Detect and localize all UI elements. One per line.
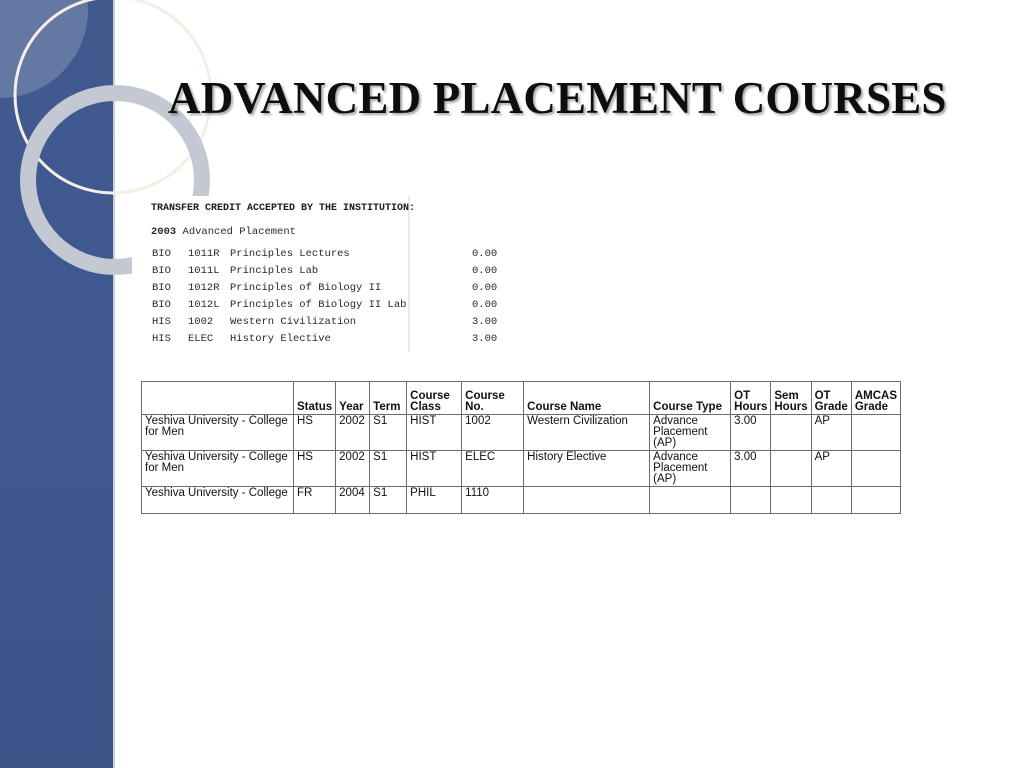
course-credits: 0.00	[472, 299, 498, 311]
scan-fold-line	[408, 196, 410, 352]
course-credits: 0.00	[472, 248, 498, 260]
transcript-heading: TRANSFER CREDIT ACCEPTED BY THE INSTITUTION:	[151, 203, 416, 214]
course-name: Principles Lectures	[230, 248, 350, 260]
table-cell	[524, 487, 650, 514]
table-cell: Yeshiva University - College for Men	[142, 451, 294, 487]
course-dept: HIS	[152, 333, 171, 345]
table-cell: S1	[370, 451, 407, 487]
course-dept: BIO	[152, 299, 171, 311]
table-cell: S1	[370, 415, 407, 451]
course-number: 1011R	[188, 248, 220, 260]
course-name: Western Civilization	[230, 316, 357, 328]
transcript-category: Advanced Placement	[182, 226, 296, 238]
table-cell: History Elective	[524, 451, 650, 487]
table-cell	[771, 415, 811, 451]
table-cell: AP	[811, 415, 851, 451]
table-cell	[650, 487, 731, 514]
table-cell: HIST	[407, 415, 462, 451]
transcript-subheading	[151, 226, 296, 238]
table-cell: 3.00	[731, 415, 771, 451]
course-dept: BIO	[152, 248, 171, 260]
course-number: 1012R	[188, 282, 220, 294]
table-cell	[851, 487, 900, 514]
course-name: Principles Lab	[230, 265, 319, 277]
table-cell	[851, 451, 900, 487]
table-cell	[771, 487, 811, 514]
course-number: 1011L	[188, 265, 220, 277]
column-header: Course Class	[407, 382, 462, 415]
slide-title: ADVANCED PLACEMENT COURSES	[168, 73, 947, 123]
table-header-row	[142, 382, 901, 415]
column-header: Year	[336, 382, 370, 415]
column-header: Term	[370, 382, 407, 415]
course-name: Principles of Biology II	[230, 282, 382, 294]
table-cell	[851, 415, 900, 451]
column-header	[142, 382, 294, 415]
table-cell: 2004	[336, 487, 370, 514]
amcas-table-excerpt	[141, 389, 964, 499]
course-number: 1012L	[188, 299, 220, 311]
column-header: OT Hours	[731, 382, 771, 415]
table-body	[142, 415, 901, 514]
transcript-excerpt	[132, 196, 498, 352]
course-dept: BIO	[152, 265, 171, 277]
table-cell: ELEC	[462, 451, 524, 487]
table-cell: HIST	[407, 451, 462, 487]
course-name: Principles of Biology II Lab	[230, 299, 407, 311]
amcas-course-table	[141, 381, 901, 514]
column-header: Sem Hours	[771, 382, 811, 415]
column-header: Course Type	[650, 382, 731, 415]
transcript-year: 2003	[151, 226, 177, 238]
table-cell: S1	[370, 487, 407, 514]
table-cell	[771, 451, 811, 487]
course-credits: 0.00	[472, 265, 498, 277]
course-name: History Elective	[230, 333, 331, 345]
course-dept: BIO	[152, 282, 171, 294]
table-row	[142, 451, 901, 487]
table-row	[142, 487, 901, 514]
table-cell: FR	[294, 487, 336, 514]
column-header: Status	[294, 382, 336, 415]
course-credits: 3.00	[472, 333, 498, 345]
course-credits: 0.00	[472, 282, 498, 294]
column-header: Course Name	[524, 382, 650, 415]
table-cell: 1110	[462, 487, 524, 514]
table-cell: 3.00	[731, 451, 771, 487]
table-cell	[731, 487, 771, 514]
table-row	[142, 415, 901, 451]
course-number: 1002	[188, 316, 214, 328]
table-cell: 1002	[462, 415, 524, 451]
table-cell: 2002	[336, 451, 370, 487]
table-cell: Advance Placement (AP)	[650, 415, 731, 451]
column-header: OT Grade	[811, 382, 851, 415]
column-header: Course No.	[462, 382, 524, 415]
table-cell: Western Civilization	[524, 415, 650, 451]
course-credits: 3.00	[472, 316, 498, 328]
table-cell: HS	[294, 415, 336, 451]
table-cell: 2002	[336, 415, 370, 451]
course-number: ELEC	[188, 333, 214, 345]
table-cell	[811, 487, 851, 514]
table-cell: PHIL	[407, 487, 462, 514]
table-cell: AP	[811, 451, 851, 487]
table-cell: Yeshiva University - College for Men	[142, 415, 294, 451]
table-cell: Yeshiva University - College	[142, 487, 294, 514]
course-dept: HIS	[152, 316, 171, 328]
table-cell: Advance Placement (AP)	[650, 451, 731, 487]
column-header: AMCAS Grade	[851, 382, 900, 415]
table-cell: HS	[294, 451, 336, 487]
